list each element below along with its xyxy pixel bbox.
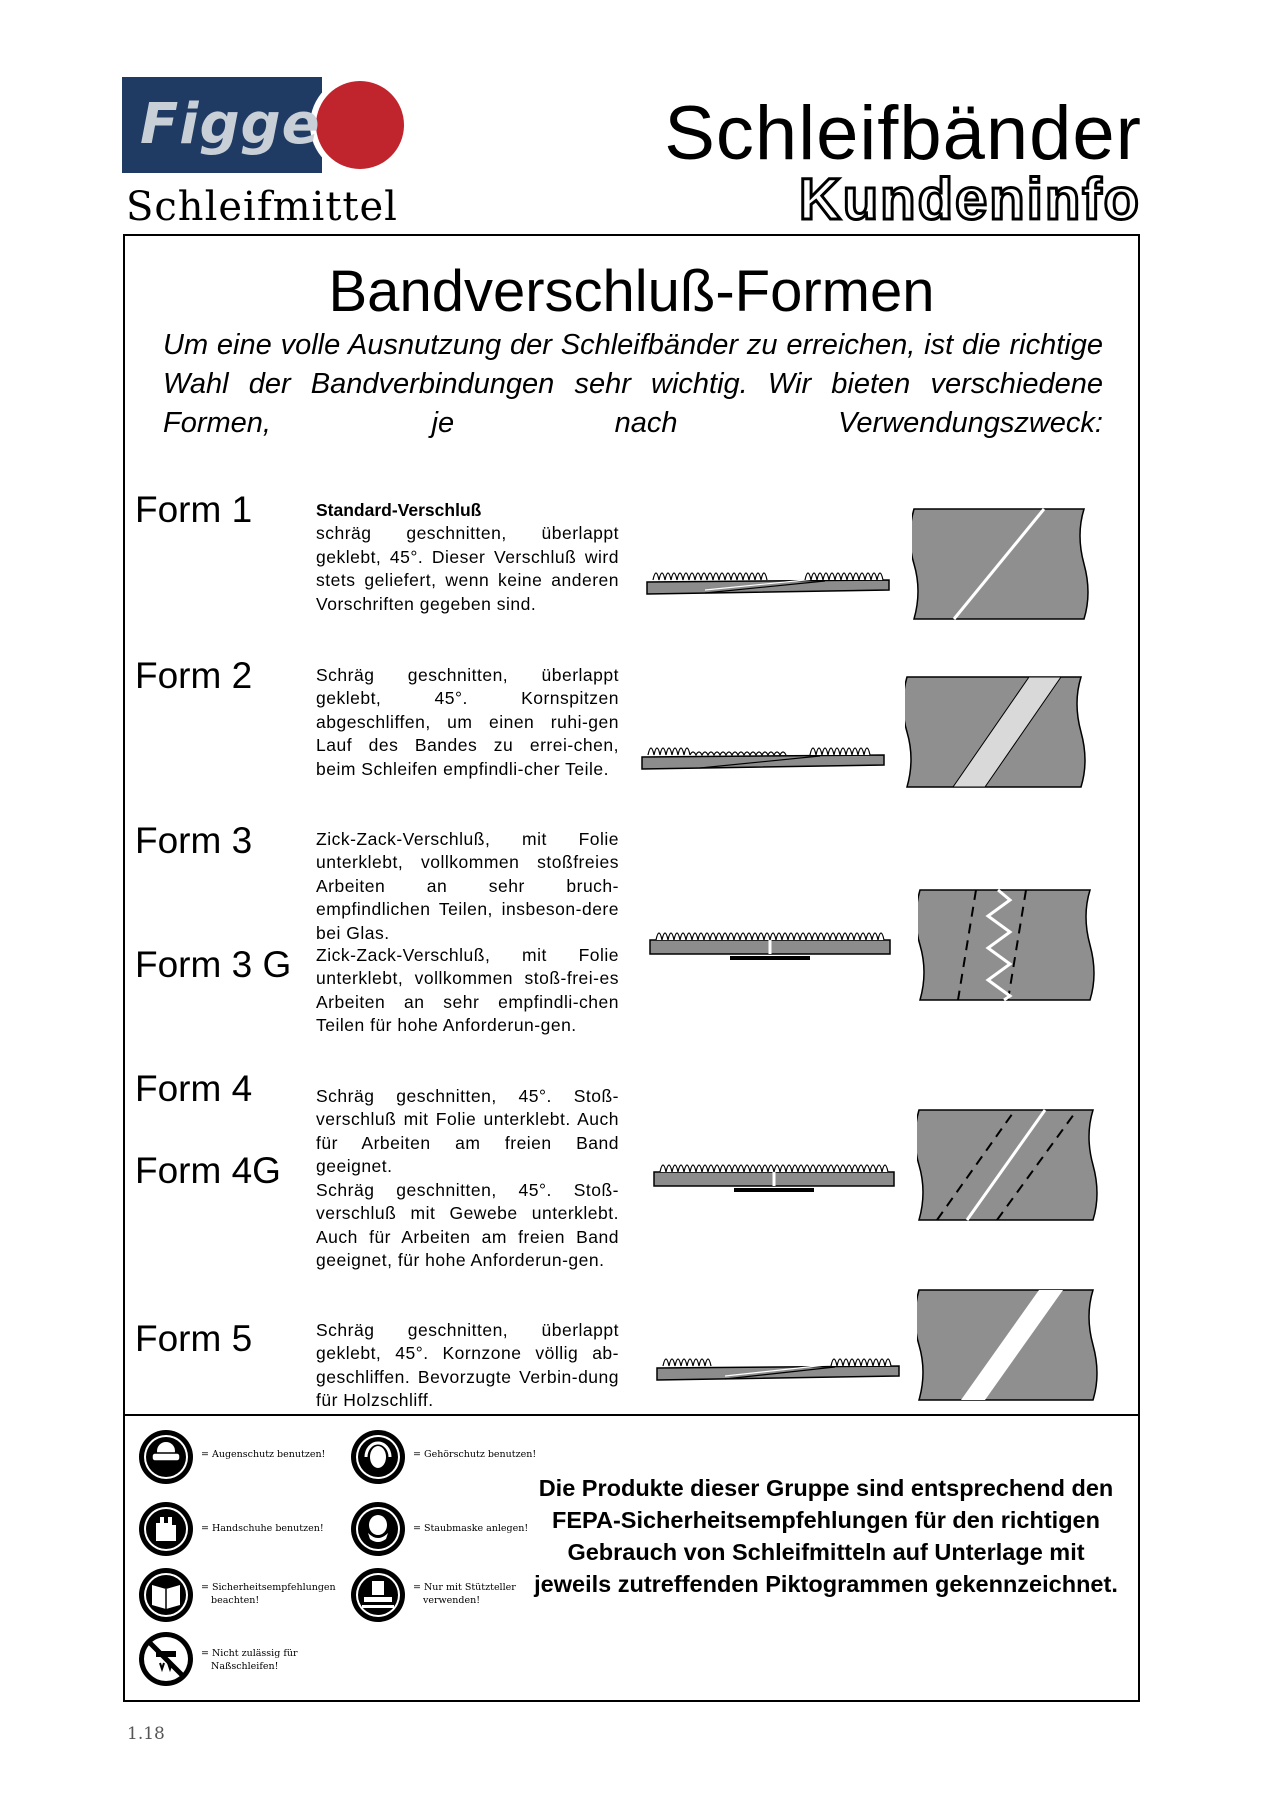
safety-label-2: beachten! [211,1595,260,1606]
brand-subtitle: Schleifmittel [126,184,398,230]
dust-mask-icon [350,1501,406,1557]
safety-book-icon [138,1567,194,1623]
form-1-label: Form 1 [135,489,253,530]
form-1-description [316,499,619,616]
support-plate-label-2: verwenden! [423,1595,481,1606]
form-5-label: Form 5 [135,1318,253,1359]
form-1-top-view [912,507,1092,621]
header-subtitle: Kundeninfo [798,167,1141,232]
form-4g-label: Form 4G [135,1150,281,1191]
form-5-cross-section [655,1334,905,1384]
safety-label-1: = Sicherheitsempfehlungen [201,1582,336,1593]
support-plate-icon [350,1567,406,1623]
page-title: Bandverschluß-Formen [328,259,935,324]
no-wet-grinding-label-2: Naßschleifen! [211,1661,279,1672]
form-4g-description: Schräg geschnitten, 45°. Stoß-verschluß mit Gewebe unterklebt. Auch für Arbeiten am freien Band geeignet, für hohe Anforderun-gen. [316,1180,619,1271]
header-title: Schleifbänder [664,91,1142,176]
ear-protection-icon [350,1429,406,1485]
form-1-cross-section [645,548,895,598]
form-3-description: Zick-Zack-Verschluß, mit Folie unterklebt, vollkommen stoßfreies Arbeiten an sehr bruch-empfindlichen Teilen, insbeson-dere bei Glas. [316,829,619,943]
form-4-top-view [917,1108,1102,1222]
form-3-cross-section [648,908,898,968]
gloves-label: = Handschuhe benutzen! [201,1523,324,1534]
form-4-label: Form 4 [135,1068,253,1109]
form-1-text: schräg geschnitten, überlappt geklebt, 45°. Dieser Verschluß wird stets geliefert, wenn keine anderen Vorschriften gegeben sind. [316,523,619,614]
fepa-notice: Die Produkte dieser Gruppe sind entsprechend den FEPA-Sicherheitsempfehlungen für den richtigen Gebrauch von Schleifmitteln auf Unterlage mit jeweils zutreffenden Piktogrammen gekennzeichnet. [534,1475,1118,1597]
form-4-description: Schräg geschnitten, 45°. Stoß-verschluß mit Folie unterklebt. Auch für Arbeiten am freien Band geeignet. [316,1086,619,1177]
form-5-description: Schräg geschnitten, überlappt geklebt, 45°. Kornzone völlig ab-geschliffen. Bevorzugte Verbin-dung für Holzschliff. [316,1320,619,1411]
form-2-top-view [905,675,1090,789]
form-3g-description: Zick-Zack-Verschluß, mit Folie unterklebt, vollkommen stoß-frei-es Arbeiten an sehr empfindli-chen Teilen für hohe Anforderun-gen. [316,945,619,1036]
form-1-title: Standard-Verschluß [316,500,482,520]
form-3g-label: Form 3 G [135,944,292,985]
brand-name: Figge [140,92,321,157]
form-2-label: Form 2 [135,655,253,696]
no-wet-grinding-icon [138,1631,194,1687]
form-2-cross-section [640,723,890,773]
form-4-cross-section [652,1140,902,1200]
eye-protection-label: = Augenschutz benutzen! [201,1449,326,1460]
form-3-label: Form 3 [135,820,253,861]
form-2-description: Schräg geschnitten, überlappt geklebt, 45°. Kornspitzen abgeschliffen, um einen ruhi-gen Lauf des Bandes zu errei-chen, beim Schleifen empfindli-cher Teile. [316,665,619,779]
no-wet-grinding-label-1: = Nicht zulässig für [201,1648,298,1659]
ear-protection-label: = Gehörschutz benutzen! [413,1449,537,1460]
gloves-icon [138,1501,194,1557]
form-5-top-view [917,1288,1102,1402]
section-divider [123,1414,1140,1416]
page-number: 1.18 [127,1724,165,1744]
intro-text: Um eine volle Ausnutzung der Schleifbänder zu erreichen, ist die richtige Wahl der Bandverbindungen sehr wichtig. Wir bieten verschiedene Formen, je nach Verwendungszweck: [163,329,1103,439]
support-plate-label-1: = Nur mit Stützteller [413,1582,516,1593]
eye-protection-icon [138,1429,194,1485]
form-3-top-view [918,888,1098,1002]
dust-mask-label: = Staubmaske anlegen! [413,1523,529,1534]
